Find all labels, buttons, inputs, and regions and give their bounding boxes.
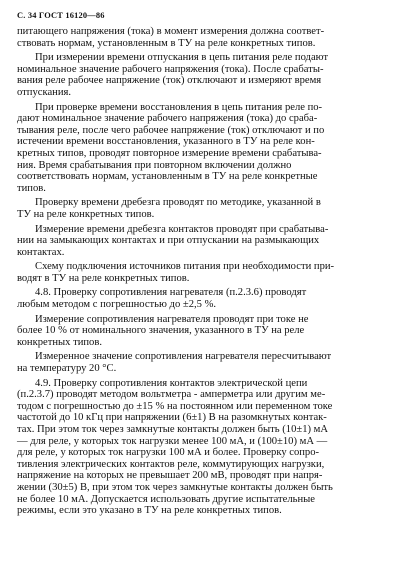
text-line: тодом с погрешностью до ±15 % на постоянном или переменном токе bbox=[17, 400, 333, 412]
text-line: водят в ТУ на реле конкретных типов. bbox=[17, 272, 190, 284]
text-line: (п.2.3.7) проводят методом вольтметра - амперметра или другим ме- bbox=[17, 389, 326, 401]
page-header: С. 34 ГОСТ 16120—86 bbox=[17, 11, 105, 20]
text-line: дают номинальное значение рабочего напряжения (тока) до сраба- bbox=[17, 113, 318, 125]
text-line: на температуру 20 °С. bbox=[17, 363, 117, 375]
text-line: тивления электрических контактов реле, коммутирующих нагрузки, bbox=[17, 458, 325, 470]
text-line: 4.9. Проверку сопротивления контактов электрической цепи bbox=[35, 377, 308, 389]
text-line: соответствовать нормам, установленным в ТУ на реле конкретные bbox=[17, 171, 318, 183]
text-line: нии на замыкающих контактах и при отпускании на размыкающих bbox=[17, 235, 320, 247]
text-line: кретных типов, проводят повторное измерение времени срабатыва- bbox=[17, 147, 322, 159]
paragraph bbox=[17, 102, 390, 195]
text-line: напряжение на которых не превышает 200 мВ, проводят при напря- bbox=[17, 470, 323, 482]
paragraph bbox=[17, 224, 390, 259]
text-line: 4.8. Проверку сопротивления нагревателя (п.2.3.6) проводят bbox=[35, 287, 307, 299]
text-line: любым методом с погрешностью до ±2,5 %. bbox=[17, 299, 217, 311]
text-line: — для реле, у которых ток нагрузки менее 100 мА, и (100±10) мА — bbox=[17, 435, 328, 447]
paragraph bbox=[17, 52, 390, 98]
text-line: типов. bbox=[17, 182, 46, 194]
text-line: для реле, у которых ток нагрузки 100 мА и более. Проверку сопро- bbox=[17, 447, 320, 459]
text-line: Измерение сопротивления нагревателя проводят при токе не bbox=[35, 313, 309, 325]
text-line: ТУ на реле конкретных типов. bbox=[17, 208, 155, 220]
text-line: Измерение времени дребезга контактов проводят при срабатыва- bbox=[35, 223, 329, 235]
text-line: частотой до 10 кГц при напряжении (6±1) В на разомкнутых контак- bbox=[17, 412, 327, 424]
text-line: конкретных типов. bbox=[17, 336, 102, 348]
text-line: жении (30±5) В, при этом ток через замкнутые контакты должен быть bbox=[17, 481, 333, 493]
text-line: не более 10 мА. Допускается использовать другие испытательные bbox=[17, 493, 315, 505]
paragraph bbox=[17, 197, 390, 220]
text-line: номинальное значение рабочего напряжения (тока). После срабаты- bbox=[17, 63, 324, 75]
text-line: более 10 % от номинального значения, указанного в ТУ на реле bbox=[17, 325, 305, 337]
text-line: ствовать нормам, установленным в ТУ на реле конкретных типов. bbox=[17, 37, 316, 49]
text-line: истечении времени восстановления, указанного в ТУ на реле кон- bbox=[17, 136, 315, 148]
text-line: При измерении времени отпускания в цепь питания реле подают bbox=[35, 52, 329, 64]
text-line: Измеренное значение сопротивления нагревателя пересчитывают bbox=[35, 351, 332, 363]
text-line: тах. При этом ток через замкнутые контакты должен быть (10±1) мА bbox=[17, 424, 329, 435]
text-line: При проверке времени восстановления в цепь питания реле по- bbox=[35, 101, 323, 113]
text-line: ния. Время срабатывания при повторном включении должно bbox=[17, 159, 292, 171]
text-line: Проверку времени дребезга проводят по методике, указанной в bbox=[35, 197, 321, 209]
text-line: тывания реле, после чего рабочее напряжение (ток) отключают и по bbox=[17, 124, 325, 136]
text-line: контактах. bbox=[17, 246, 65, 258]
paragraph bbox=[17, 261, 390, 284]
text-line: отпускания. bbox=[17, 86, 72, 98]
text-line: Схему подключения источников питания при необходимости при- bbox=[35, 261, 335, 273]
paragraph bbox=[17, 287, 390, 310]
paragraph bbox=[17, 26, 390, 49]
paragraph bbox=[17, 314, 390, 349]
document-body bbox=[17, 26, 390, 517]
text-line: режимы, если это указано в ТУ на реле конкретных типов. bbox=[17, 505, 282, 517]
text-line: вания реле рабочее напряжение (ток) отключают и измеряют время bbox=[17, 75, 322, 87]
paragraph bbox=[17, 351, 390, 374]
paragraph bbox=[17, 378, 390, 517]
text-line: питающего напряжения (тока) в момент измерения должна соответ- bbox=[17, 26, 325, 37]
